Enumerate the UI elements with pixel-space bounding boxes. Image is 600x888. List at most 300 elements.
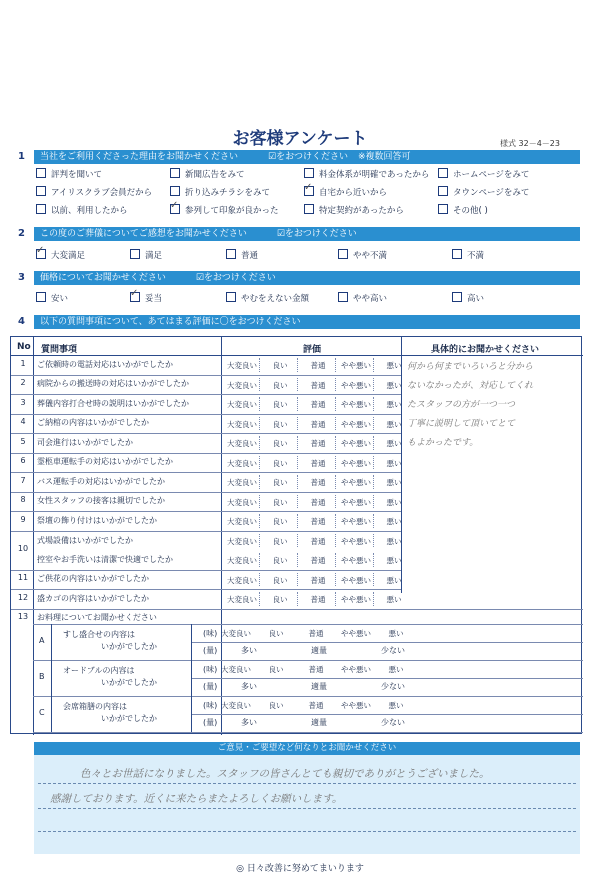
row-number: 12 — [17, 592, 29, 602]
question-text: 控室やお手洗いは清潔で快適でしたか — [37, 555, 173, 564]
rating-divider — [297, 436, 298, 450]
section-2-bar — [34, 227, 580, 241]
rating-option[interactable]: 悪い — [386, 536, 402, 546]
rating-option[interactable]: 大変良い — [227, 595, 257, 604]
rating-divider — [373, 553, 374, 567]
rating-option[interactable]: 悪い — [386, 575, 402, 585]
quantity-option[interactable]: 適量 — [311, 717, 327, 727]
row-number: 9 — [20, 514, 26, 524]
rating-divider — [335, 495, 336, 509]
header-detail: 具体的にお聞かせください — [431, 345, 540, 355]
header-item: 質問事項 — [41, 345, 78, 355]
rating-option[interactable]: 普通 — [310, 497, 326, 507]
option-label: アイリスクラブ会員だから — [51, 188, 153, 198]
table-divider — [33, 337, 34, 735]
rating-option[interactable]: 良い — [272, 400, 288, 409]
rating-option[interactable]: 大変良い — [227, 400, 257, 409]
row-divider — [33, 696, 583, 697]
question-table — [10, 336, 582, 734]
section-4-bar — [34, 315, 580, 329]
reason-option[interactable] — [304, 204, 404, 216]
checkbox[interactable] — [452, 249, 462, 259]
handwritten-comment-1: 色々とお世話になりました。スタッフの皆さんとても親切でありがとうございました。 — [80, 768, 490, 780]
rating-option[interactable]: 悪い — [386, 556, 402, 565]
reason-option[interactable] — [304, 186, 387, 198]
option-label: 参列して印象が良かった — [185, 206, 279, 216]
section-3-number: 3 — [18, 272, 25, 283]
rating-divider — [297, 553, 298, 567]
rating-option[interactable]: 普通 — [310, 575, 326, 585]
rating-option[interactable]: 大変良い — [227, 419, 257, 429]
food-sub: いかがでしたか — [101, 713, 157, 723]
row-divider — [11, 433, 401, 434]
rating-option[interactable]: 良い — [272, 517, 288, 526]
taste-rating[interactable]: 大変良い — [221, 700, 251, 710]
section-3-bar — [34, 271, 580, 285]
price-option[interactable] — [226, 292, 309, 304]
rating-option[interactable]: 悪い — [386, 478, 402, 487]
rating-option[interactable]: やや悪い — [341, 536, 371, 546]
rating-option[interactable]: やや悪い — [341, 400, 371, 409]
rating-option[interactable]: 普通 — [310, 458, 326, 468]
rating-divider — [259, 592, 260, 606]
section-3-title: 価格についてお聞かせください — [40, 273, 166, 283]
rating-option[interactable]: 良い — [272, 595, 288, 604]
row-divider — [11, 609, 583, 610]
reason-option[interactable] — [438, 186, 529, 198]
question-text: ご納棺の内容はいかがでしたか — [37, 418, 149, 428]
section-2-title: この度のご葬儀についてご感想をお聞かせください — [40, 229, 247, 239]
food-name: 会席箱膳の内容は — [63, 701, 127, 711]
rating-divider — [259, 514, 260, 528]
rating-option[interactable]: 普通 — [310, 419, 326, 429]
row-number: 3 — [20, 397, 26, 407]
checkbox[interactable] — [438, 204, 448, 214]
row-divider — [11, 511, 401, 512]
checkbox[interactable] — [452, 292, 462, 302]
comment-line — [38, 808, 576, 809]
rating-option[interactable]: 悪い — [386, 595, 402, 604]
rating-option[interactable]: 普通 — [310, 361, 326, 370]
comment-line — [38, 831, 576, 832]
section-2-note: ☑をおつけください — [276, 229, 357, 239]
taste-rating[interactable]: やや悪い — [341, 664, 371, 674]
row-number: 2 — [20, 378, 26, 388]
rating-option[interactable]: 良い — [272, 536, 288, 546]
question-text: 霊柩車運転手の対応はいかがでしたか — [37, 457, 173, 467]
handwritten-detail: たスタッフの方が一つ一つ — [407, 400, 516, 410]
rating-divider — [297, 417, 298, 431]
reason-option[interactable] — [170, 204, 279, 216]
reason-option[interactable] — [36, 204, 128, 216]
rating-divider — [335, 475, 336, 489]
row-divider — [11, 570, 401, 571]
rating-divider — [373, 592, 374, 606]
rating-divider — [373, 436, 374, 450]
row-number: 10 — [17, 544, 29, 553]
table-divider — [51, 624, 52, 732]
rating-option[interactable]: 良い — [272, 419, 288, 429]
rating-option[interactable]: 普通 — [310, 478, 326, 487]
satisfaction-option[interactable] — [36, 249, 85, 261]
option-label: 特定契約があったから — [319, 206, 404, 216]
taste-rating[interactable]: 良い — [268, 664, 284, 674]
quantity-label: (量) — [203, 717, 218, 727]
rating-option[interactable]: 普通 — [310, 380, 326, 390]
rating-option[interactable]: 悪い — [386, 458, 402, 468]
question-text: 式場設備はいかがでしたか — [37, 535, 133, 545]
food-name: オードブルの内容は — [63, 665, 135, 675]
question-text: ご供花の内容はいかがでしたか — [37, 574, 149, 584]
row-divider — [33, 660, 583, 661]
checkbox[interactable] — [170, 204, 180, 214]
price-option[interactable] — [130, 292, 162, 304]
row-divider — [33, 624, 583, 625]
rating-divider — [335, 514, 336, 528]
reason-option[interactable] — [170, 168, 245, 180]
checkbox[interactable] — [130, 292, 140, 302]
rating-divider — [259, 495, 260, 509]
rating-divider — [259, 534, 260, 548]
rating-option[interactable]: 良い — [272, 556, 288, 565]
table-divider — [191, 624, 192, 732]
checkbox[interactable] — [36, 168, 46, 178]
rating-option[interactable]: やや悪い — [341, 497, 371, 507]
rating-option[interactable]: 悪い — [386, 517, 402, 526]
rating-divider — [297, 456, 298, 470]
reason-option[interactable] — [170, 186, 270, 198]
rating-option[interactable]: 普通 — [310, 536, 326, 546]
rating-divider — [335, 436, 336, 450]
section-1-bar — [34, 150, 580, 164]
reason-option[interactable] — [304, 168, 429, 180]
rating-option[interactable]: 良い — [272, 361, 288, 370]
rating-divider — [297, 573, 298, 587]
price-option[interactable] — [338, 292, 387, 304]
taste-rating[interactable]: 良い — [268, 628, 284, 638]
row-divider — [11, 492, 401, 493]
rating-divider — [335, 534, 336, 548]
rating-option[interactable]: 大変良い — [227, 556, 257, 565]
rating-option[interactable]: 普通 — [310, 556, 326, 565]
option-label: やや高い — [353, 294, 388, 304]
form-code: 様式 32－4－23 — [500, 139, 560, 148]
table-divider — [11, 355, 583, 356]
row-divider — [11, 394, 401, 395]
row-number: 1 — [20, 358, 26, 368]
option-label: ホームページをみて — [453, 170, 530, 180]
question-text: 盛カゴの内容はいかがでしたか — [37, 593, 149, 603]
food-letter: A — [39, 635, 45, 645]
section-1-number: 1 — [18, 151, 25, 162]
rating-divider — [259, 358, 260, 372]
food-letter: C — [39, 707, 45, 717]
checkbox[interactable] — [338, 292, 348, 302]
rating-option[interactable]: 悪い — [386, 361, 402, 370]
rating-divider — [373, 397, 374, 411]
rating-option[interactable]: 大変良い — [227, 361, 257, 370]
rating-option[interactable]: やや悪い — [341, 478, 371, 487]
option-label: 満足 — [145, 251, 163, 261]
option-label: 普通 — [241, 251, 259, 261]
question-text: 祭壇の飾り付けはいかがでしたか — [37, 515, 157, 525]
checkbox[interactable] — [338, 249, 348, 259]
rating-option[interactable]: 大変良い — [227, 575, 257, 585]
rating-option[interactable]: やや悪い — [341, 595, 371, 604]
rating-divider — [297, 358, 298, 372]
taste-rating[interactable]: 普通 — [308, 628, 324, 638]
row-number: 13 — [17, 611, 29, 621]
question-text: 葬儀内容打合せ時の説明はいかがでしたか — [37, 398, 189, 408]
taste-rating[interactable]: 普通 — [308, 700, 324, 710]
handwritten-detail: 丁寧に説明して頂いてとて — [407, 419, 516, 429]
checkbox[interactable] — [438, 186, 448, 196]
question-text: お料理についてお聞かせください — [37, 612, 157, 622]
rating-divider — [259, 553, 260, 567]
food-sub: いかがでしたか — [101, 677, 157, 687]
comment-bar: ご意見・ご要望など何なりとお聞かせください — [34, 742, 580, 755]
rating-divider — [297, 397, 298, 411]
taste-rating[interactable]: 良い — [268, 700, 284, 710]
header-eval: 評価 — [303, 345, 322, 355]
food-name: すし盛合せの内容は — [63, 629, 135, 639]
row-divider — [191, 714, 583, 715]
row-divider — [11, 589, 401, 590]
option-label: 以前、利用したから — [51, 206, 128, 216]
rating-divider — [335, 592, 336, 606]
taste-rating[interactable]: 悪い — [388, 700, 404, 710]
section-4-title: 以下の質問事項について、あてはまる評価に〇をおつけください — [40, 317, 301, 327]
quantity-option[interactable]: 少ない — [381, 681, 405, 691]
rating-option[interactable]: 普通 — [310, 517, 326, 526]
rating-option[interactable]: やや悪い — [341, 517, 371, 526]
reason-option[interactable] — [36, 168, 102, 180]
option-label: やや不満 — [353, 251, 388, 261]
comment-line — [38, 783, 576, 784]
rating-divider — [259, 573, 260, 587]
rating-divider — [259, 475, 260, 489]
rating-divider — [297, 495, 298, 509]
taste-label: (味) — [203, 700, 218, 710]
rating-option[interactable]: 悪い — [386, 380, 402, 390]
option-label: 新聞広告をみて — [185, 170, 245, 180]
question-text: ご依頼時の電話対応はいかがでしたか — [37, 359, 173, 369]
rating-divider — [297, 514, 298, 528]
option-label: 大変満足 — [51, 251, 86, 261]
rating-divider — [335, 417, 336, 431]
satisfaction-option[interactable] — [338, 249, 387, 261]
satisfaction-option[interactable] — [130, 249, 162, 261]
survey-title: お客様アンケート — [232, 129, 368, 149]
rating-divider — [335, 456, 336, 470]
rating-option[interactable]: やや悪い — [341, 380, 371, 390]
rating-divider — [373, 495, 374, 509]
satisfaction-option[interactable] — [226, 249, 258, 261]
food-letter: B — [39, 671, 45, 681]
taste-label: (味) — [203, 664, 218, 674]
header-no: No — [17, 342, 31, 352]
rating-option[interactable]: 大変良い — [227, 439, 257, 448]
quantity-option[interactable]: 適量 — [311, 681, 327, 691]
taste-rating[interactable]: やや悪い — [341, 700, 371, 710]
rating-option[interactable]: 大変良い — [227, 497, 257, 507]
checkbox[interactable] — [170, 186, 180, 196]
option-label: 評判を聞いて — [51, 170, 103, 180]
row-divider — [191, 678, 583, 679]
price-option[interactable] — [36, 292, 68, 304]
rating-divider — [259, 378, 260, 392]
rating-divider — [259, 436, 260, 450]
row-divider — [191, 642, 583, 643]
option-label: その他( ) — [453, 206, 488, 216]
footer-text: ◎ 日々改善に努めてまいります — [236, 864, 364, 874]
rating-option[interactable]: 良い — [272, 575, 288, 585]
section-1-note2: ※複数回答可 — [358, 152, 411, 162]
option-label: やむをえない金額 — [241, 294, 310, 304]
option-label: 不満 — [467, 251, 485, 261]
rating-option[interactable]: 悪い — [386, 497, 402, 507]
row-number: 5 — [20, 436, 26, 446]
quantity-option[interactable]: 多い — [241, 717, 257, 727]
rating-divider — [373, 417, 374, 431]
row-divider — [11, 375, 401, 376]
rating-divider — [335, 553, 336, 567]
rating-option[interactable]: 普通 — [310, 595, 326, 604]
row-number: 7 — [20, 475, 26, 485]
rating-divider — [373, 514, 374, 528]
rating-option[interactable]: 大変良い — [227, 478, 257, 487]
taste-rating[interactable]: 悪い — [388, 628, 404, 638]
rating-option[interactable]: 悪い — [386, 419, 402, 429]
checkbox[interactable] — [438, 168, 448, 178]
option-label: 妥当 — [145, 294, 163, 304]
satisfaction-option[interactable] — [452, 249, 484, 261]
rating-divider — [297, 475, 298, 489]
rating-option[interactable]: 良い — [272, 380, 288, 390]
row-number: 4 — [20, 417, 26, 427]
rating-divider — [297, 378, 298, 392]
rating-divider — [335, 397, 336, 411]
rating-divider — [297, 592, 298, 606]
row-number: 11 — [17, 573, 29, 583]
rating-divider — [373, 573, 374, 587]
checkbox[interactable] — [36, 249, 46, 259]
question-text: 病院からの搬送時の対応はいかがでしたか — [37, 379, 189, 389]
rating-option[interactable]: やや悪い — [341, 556, 371, 565]
option-label: タウンページをみて — [453, 188, 530, 198]
rating-divider — [373, 475, 374, 489]
food-sub: いかがでしたか — [101, 641, 157, 651]
rating-option[interactable]: やや悪い — [341, 419, 371, 429]
checkbox[interactable] — [130, 249, 140, 259]
handwritten-comment-2: 感謝しております。近くに来たらまたよろしくお願いします。 — [50, 793, 343, 805]
taste-rating[interactable]: 普通 — [308, 664, 324, 674]
rating-divider — [335, 573, 336, 587]
section-4-number: 4 — [18, 316, 25, 327]
rating-option[interactable]: 大変良い — [227, 458, 257, 468]
checkbox[interactable] — [36, 204, 46, 214]
rating-divider — [373, 378, 374, 392]
rating-option[interactable]: 普通 — [310, 439, 326, 448]
rating-divider — [373, 456, 374, 470]
rating-option[interactable]: やや悪い — [341, 439, 371, 448]
checkbox[interactable] — [226, 292, 236, 302]
section-1-title: 当社をご利用くださった理由をお聞かせください — [40, 152, 239, 162]
checkbox[interactable] — [304, 168, 314, 178]
quantity-option[interactable]: 多い — [241, 645, 257, 655]
row-number: 8 — [20, 495, 26, 505]
quantity-option[interactable]: 多い — [241, 681, 257, 691]
rating-option[interactable]: 良い — [272, 497, 288, 507]
rating-divider — [373, 358, 374, 372]
rating-divider — [259, 456, 260, 470]
table-divider — [221, 337, 222, 735]
option-label: 自宅から近いから — [319, 188, 388, 198]
question-text: バス運転手の対応はいかがでしたか — [37, 476, 165, 486]
section-3-note: ☑をおつけください — [195, 273, 276, 283]
rating-option[interactable]: 悪い — [386, 400, 402, 409]
quantity-label: (量) — [203, 645, 218, 655]
handwritten-detail: 何から何までいろいろと分から — [407, 362, 534, 372]
rating-option[interactable]: やや悪い — [341, 458, 371, 468]
checkbox[interactable] — [304, 186, 314, 196]
price-option[interactable] — [452, 292, 484, 304]
taste-rating[interactable]: 大変良い — [221, 664, 251, 674]
row-divider — [11, 531, 401, 532]
checkbox[interactable] — [226, 249, 236, 259]
reason-option[interactable] — [36, 186, 152, 198]
taste-rating[interactable]: 大変良い — [221, 628, 251, 638]
quantity-option[interactable]: 少ない — [381, 645, 405, 655]
taste-rating[interactable]: やや悪い — [341, 628, 371, 638]
row-number: 6 — [20, 456, 26, 466]
checkbox[interactable] — [304, 204, 314, 214]
rating-divider — [259, 417, 260, 431]
rating-option[interactable]: やや悪い — [341, 361, 371, 370]
taste-label: (味) — [203, 628, 218, 638]
question-text: 女性スタッフの接客は親切でしたか — [37, 496, 165, 506]
quantity-label: (量) — [203, 681, 218, 691]
quantity-option[interactable]: 適量 — [311, 645, 327, 655]
row-divider — [11, 472, 401, 473]
option-label: 料金体系が明確であったから — [319, 170, 430, 180]
rating-option[interactable]: 良い — [272, 478, 288, 487]
row-divider — [11, 453, 401, 454]
quantity-option[interactable]: 少ない — [381, 717, 405, 727]
row-divider — [11, 414, 401, 415]
reason-option[interactable] — [438, 168, 529, 180]
row-divider — [33, 732, 583, 733]
rating-divider — [335, 378, 336, 392]
checkbox[interactable] — [170, 168, 180, 178]
rating-option[interactable]: 良い — [272, 458, 288, 468]
rating-option[interactable]: 大変良い — [227, 380, 257, 390]
option-label: 安い — [51, 294, 69, 304]
question-text: 司会進行はいかがでしたか — [37, 437, 133, 447]
rating-option[interactable]: 良い — [272, 439, 288, 448]
rating-divider — [297, 534, 298, 548]
checkbox[interactable] — [36, 292, 46, 302]
option-label: 高い — [467, 294, 485, 304]
rating-option[interactable]: 大変良い — [227, 517, 257, 526]
rating-option[interactable]: やや悪い — [341, 575, 371, 585]
reason-option[interactable] — [438, 204, 488, 216]
checkbox[interactable] — [36, 186, 46, 196]
rating-option[interactable]: 悪い — [386, 439, 402, 448]
rating-option[interactable]: 大変良い — [227, 536, 257, 546]
rating-option[interactable]: 普通 — [310, 400, 326, 409]
taste-rating[interactable]: 悪い — [388, 664, 404, 674]
